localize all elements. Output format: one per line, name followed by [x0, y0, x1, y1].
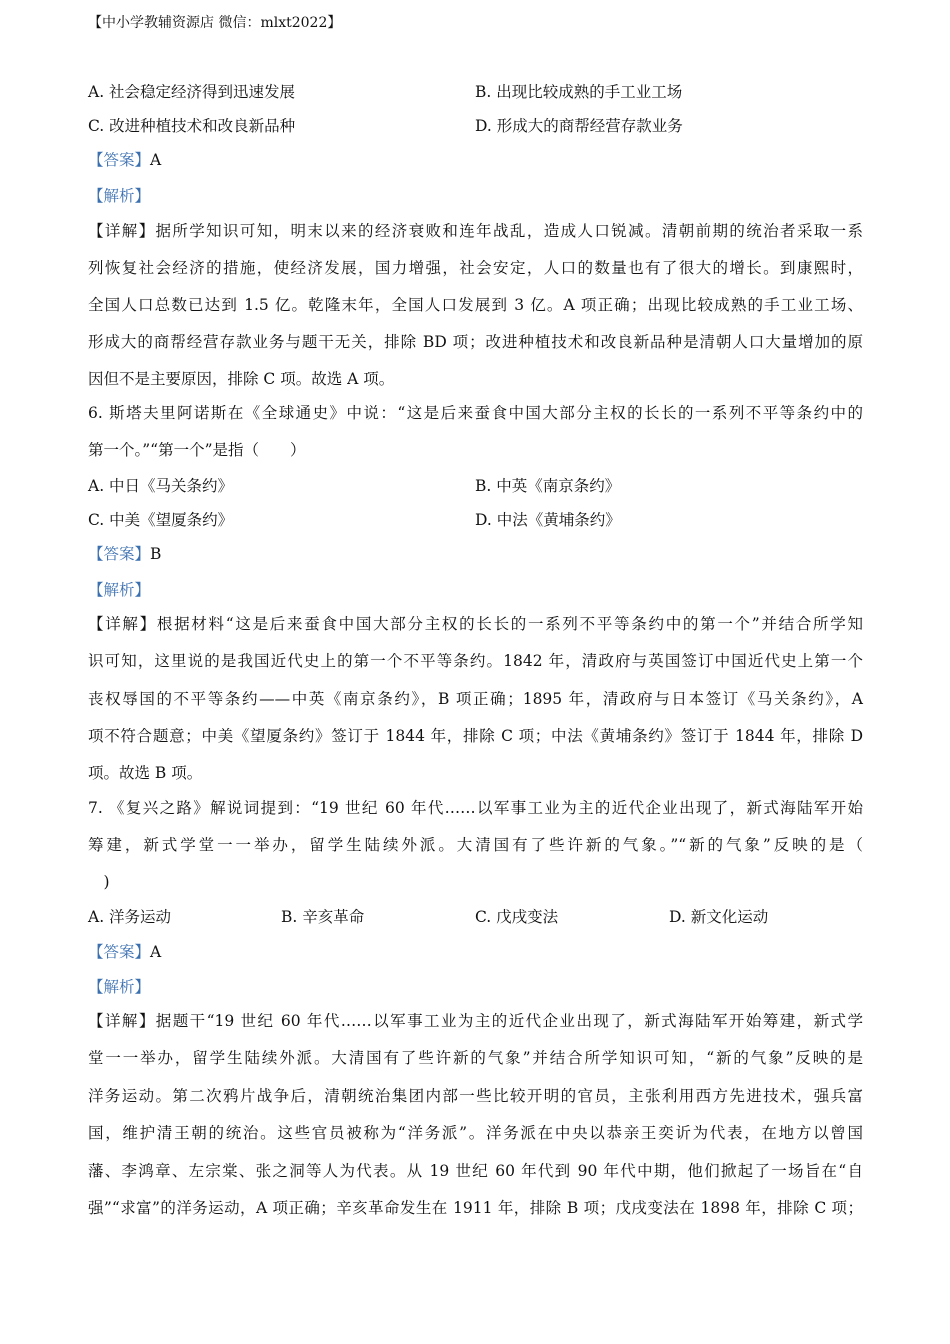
answer-line: [88, 544, 161, 564]
option-b: B. 出现比较成熟的手工业工场: [475, 83, 683, 101]
detail-line: 洋务运动。第二次鸦片战争后，清朝统治集团内部一些比较开明的官员，主张利用西方先进技术，强兵富: [88, 1087, 863, 1105]
detail-line: 藩、李鸿章、左宗棠、张之洞等人为代表。从 19 世纪 60 年代到 90 年代中期，他们掀起了一场旨在“自: [88, 1162, 863, 1180]
detail-line: 全国人口总数已达到 1.5 亿。乾隆末年，全国人口发展到 3 亿。A 项正确；出现比较成熟的手工业工场、: [88, 296, 863, 314]
answer-line: [88, 942, 161, 962]
answer-value: B: [150, 545, 162, 563]
option-a: A. 中日《马关条约》: [88, 477, 234, 495]
question-stem: ): [88, 873, 110, 891]
detail-tag: 【详解】: [88, 222, 156, 240]
option-c: C. 中美《望厦条约》: [88, 511, 234, 529]
answer-value: A: [150, 943, 162, 961]
answer-tag: 【答案】: [88, 545, 151, 563]
question-stem: 6. 斯塔夫里阿诺斯在《全球通史》中说：“这是后来蚕食中国大部分主权的长长的一系列不平等条约中的: [88, 404, 863, 422]
option-c: C. 戊戌变法: [475, 908, 559, 926]
answer-value: A: [150, 151, 162, 169]
option-d: D. 新文化运动: [669, 908, 769, 926]
detail-line: 形成大的商帮经营存款业务与题干无关，排除 BD 项；改进种植技术和改良新品种是清朝人口大量增加的原: [88, 333, 863, 351]
option-d: D. 形成大的商帮经营存款业务: [475, 117, 683, 135]
detail-tag: 【详解】: [88, 615, 157, 633]
page-header: 【中小学教辅资源店 微信：mlxt2022】: [88, 15, 342, 31]
option-a: A. 洋务运动: [88, 908, 172, 926]
detail-line: 项。故选 B 项。: [88, 764, 203, 782]
answer-tag: 【答案】: [88, 151, 151, 169]
detail-line: 项不符合题意；中美《望厦条约》签订于 1844 年，排除 C 项；中法《黄埔条约》签订于 1844 年，排除 D: [88, 727, 863, 745]
detail-line: 国，维护清王朝的统治。这些官员被称为“洋务派”。洋务派在中央以恭亲王奕䜣为代表，在地方以曾国: [88, 1124, 863, 1142]
answer-tag: 【答案】: [88, 943, 151, 961]
detail-tag: 【详解】: [88, 1012, 156, 1030]
analysis-tag: 【解析】: [88, 978, 151, 996]
detail-line: 识可知，这里说的是我国近代史上的第一个不平等条约。1842 年，清政府与英国签订中国近代史上第一个: [88, 652, 863, 670]
detail-line: 丧权辱国的不平等条约——中英《南京条约》，B 项正确；1895 年，清政府与日本签订《马关条约》，A: [88, 690, 863, 708]
question-stem: 筹建，新式学堂一一举办，留学生陆续外派。大清国有了些许新的气象。”“新的气象”反映的是（: [88, 836, 863, 854]
detail-line: 因但不是主要原因，排除 C 项。故选 A 项。: [88, 370, 395, 388]
detail-line: 堂一一举办，留学生陆续外派。大清国有了些许新的气象”并结合所学知识可知，“新的气象”反映的是: [88, 1049, 863, 1067]
analysis-tag: 【解析】: [88, 581, 151, 599]
detail-line: 强”“求富”的洋务运动，A 项正确；辛亥革命发生在 1911 年，排除 B 项；戊戌变法在 1898 年，排除 C 项；: [88, 1199, 863, 1217]
answer-line: [88, 150, 161, 170]
option-b: B. 中英《南京条约》: [475, 477, 621, 495]
detail-line: 【详解】根据材料“这是后来蚕食中国大部分主权的长长的一系列不平等条约中的第一个”并结合所学知: [88, 615, 863, 633]
analysis-tag: 【解析】: [88, 187, 151, 205]
option-a: A. 社会稳定经济得到迅速发展: [88, 83, 296, 101]
detail-line: 【详解】据所学知识可知，明末以来的经济衰败和连年战乱，造成人口锐减。清朝前期的统治者采取一系: [88, 222, 863, 240]
option-c: C. 改进种植技术和改良新品种: [88, 117, 296, 135]
question-stem: 第一个。”“第一个”是指（ ）: [88, 441, 306, 459]
option-b: B. 辛亥革命: [281, 908, 365, 926]
detail-line: 【详解】据题干“19 世纪 60 年代……以军事工业为主的近代企业出现了，新式海陆军开始筹建，新式学: [88, 1012, 863, 1030]
detail-line: 列恢复社会经济的措施，使经济发展，国力增强，社会安定，人口的数量也有了很大的增长。到康熙时，: [88, 259, 863, 277]
question-stem: 7. 《复兴之路》解说词提到：“19 世纪 60 年代……以军事工业为主的近代企业出现了，新式海陆军开始: [88, 799, 863, 817]
option-d: D. 中法《黄埔条约》: [475, 511, 621, 529]
